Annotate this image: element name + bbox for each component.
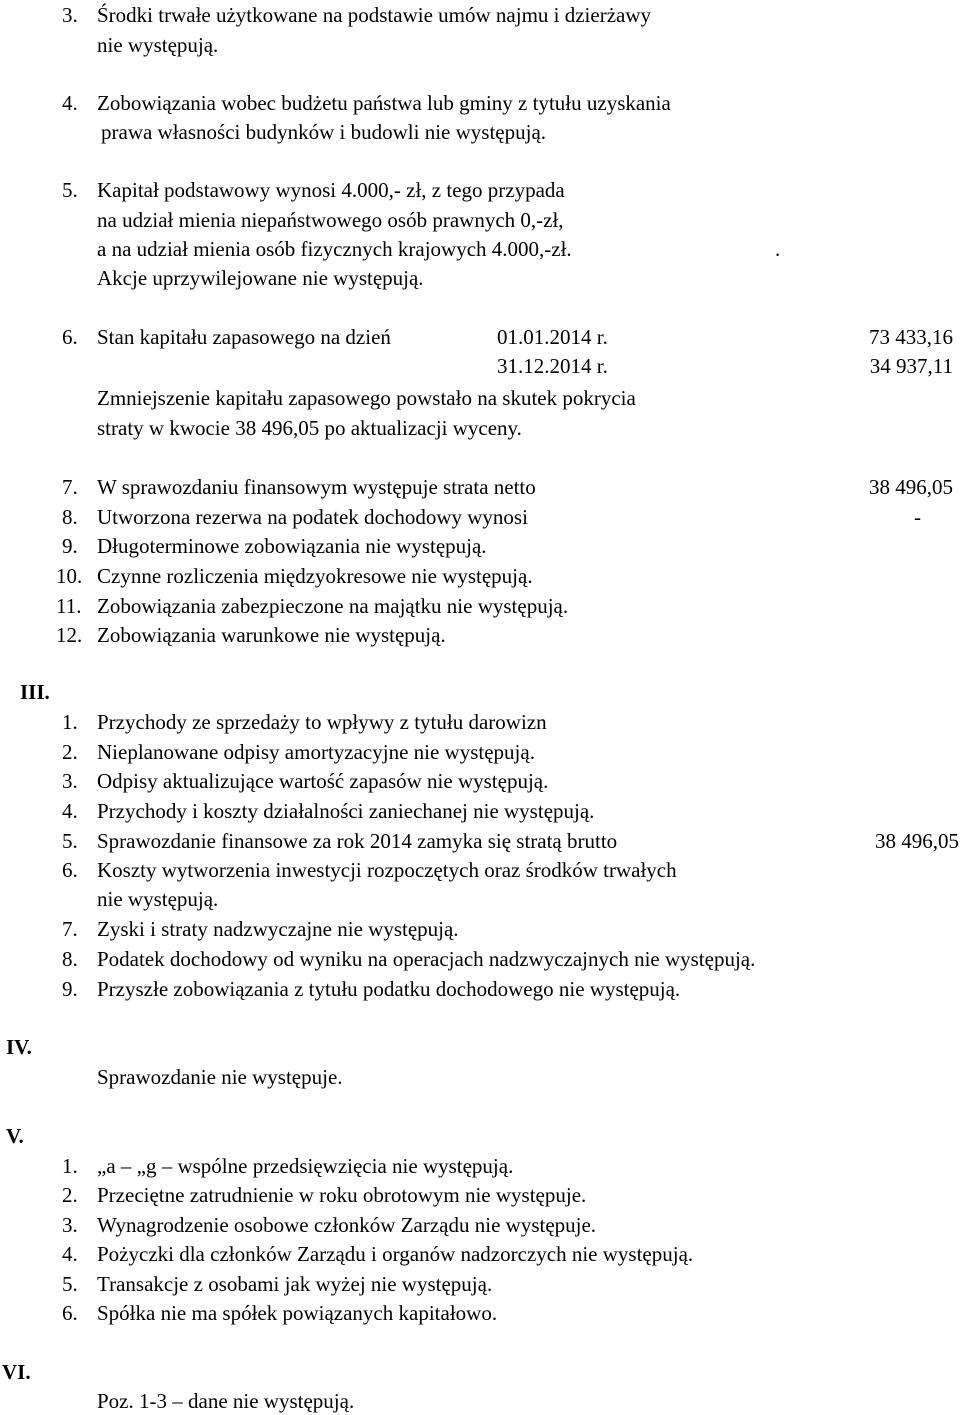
section-text: Sprawozdanie nie występuje. xyxy=(97,1065,343,1089)
value-end: 34 937,11 xyxy=(869,354,953,378)
item-text: Zobowiązania zabezpieczone na majątku nie występują. xyxy=(97,594,569,618)
item-text: Odpisy aktualizujące wartość zapasów nie występują. xyxy=(97,769,549,793)
item-text: Wynagrodzenie osobowe członków Zarządu nie występuje. xyxy=(97,1213,597,1237)
section-heading: III. xyxy=(20,680,50,704)
item-number: 6. xyxy=(62,325,78,349)
item-number: 2. xyxy=(62,1183,78,1207)
item-text: Nieplanowane odpisy amortyzacyjne nie występują. xyxy=(97,740,535,764)
item-number: 7. xyxy=(62,917,78,941)
item-note: straty w kwocie 38 496,05 po aktualizacji wyceny. xyxy=(97,416,522,440)
item-value: 38 496,05 xyxy=(875,829,959,853)
item-text-cont: a na udział mienia osób fizycznych krajowych 4.000,-zł. xyxy=(97,237,572,261)
item-text: Spółka nie ma spółek powiązanych kapitałowo. xyxy=(97,1301,498,1325)
item-text: Przeciętne zatrudnienie w roku obrotowym nie występuje. xyxy=(97,1183,587,1207)
item-number: 12. xyxy=(56,623,83,647)
item-number: 8. xyxy=(62,947,78,971)
value-start: 73 433,16 xyxy=(869,325,953,349)
item-text: Koszty wytworzenia inwestycji rozpoczętych oraz środków trwałych xyxy=(97,858,677,882)
stray-dot: . xyxy=(775,237,781,261)
item-number: 4. xyxy=(62,91,78,115)
item-text: Pożyczki dla członków Zarządu i organów nadzorczych nie występują. xyxy=(97,1242,694,1266)
item-number: 7. xyxy=(62,475,78,499)
date-end: 31.12.2014 r. xyxy=(497,354,608,378)
item-text: Podatek dochodowy od wyniku na operacjach nadzwyczajnych nie występują. xyxy=(97,947,756,971)
item-note: Zmniejszenie kapitału zapasowego powstało na skutek pokrycia xyxy=(97,386,636,410)
item-text: Zobowiązania warunkowe nie występują. xyxy=(97,623,446,647)
section-heading: V. xyxy=(6,1124,24,1148)
item-text: Czynne rozliczenia międzyokresowe nie występują. xyxy=(97,564,533,588)
item-text-cont: nie występują. xyxy=(97,33,219,57)
item-text-cont: prawa własności budynków i budowli nie występują. xyxy=(101,120,547,144)
item-number: 5. xyxy=(62,829,78,853)
section-heading: IV. xyxy=(6,1035,32,1059)
item-number: 1. xyxy=(62,1154,78,1178)
item-text: Zyski i straty nadzwyczajne nie występują. xyxy=(97,917,459,941)
item-text: Kapitał podstawowy wynosi 4.000,- zł, z tego przypada xyxy=(97,178,565,202)
section-heading: VI. xyxy=(2,1360,31,1384)
item-text-cont: na udział mienia niepaństwowego osób prawnych 0,-zł, xyxy=(97,208,564,232)
item-text: Transakcje z osobami jak wyżej nie występują. xyxy=(97,1272,493,1296)
item-text: Przychody i koszty działalności zaniechanej nie występują. xyxy=(97,799,595,823)
item-number: 2. xyxy=(62,740,78,764)
item-number: 10. xyxy=(56,564,83,588)
item-text: Zobowiązania wobec budżetu państwa lub gminy z tytułu uzyskania xyxy=(97,91,671,115)
item-number: 8. xyxy=(62,505,78,529)
item-value: - xyxy=(914,505,921,529)
item-text: Sprawozdanie finansowe za rok 2014 zamyka się stratą brutto xyxy=(97,829,618,853)
item-text-cont: nie występują. xyxy=(97,887,219,911)
item-number: 3. xyxy=(62,3,78,27)
item-text-cont: Akcje uprzywilejowane nie występują. xyxy=(97,266,424,290)
section-text: Poz. 1-3 – dane nie występują. xyxy=(97,1389,355,1413)
item-number: 6. xyxy=(62,858,78,882)
item-text: Długoterminowe zobowiązania nie występują. xyxy=(97,534,487,558)
item-number: 5. xyxy=(62,178,78,202)
item-text: Stan kapitału zapasowego na dzień xyxy=(97,325,391,349)
item-number: 3. xyxy=(62,1213,78,1237)
item-value: 38 496,05 xyxy=(869,475,953,499)
item-text: Przychody ze sprzedaży to wpływy z tytułu darowizn xyxy=(97,710,547,734)
item-number: 1. xyxy=(62,710,78,734)
item-number: 6. xyxy=(62,1301,78,1325)
item-text: Utworzona rezerwa na podatek dochodowy wynosi xyxy=(97,505,528,529)
item-text: W sprawozdaniu finansowym występuje strata netto xyxy=(97,475,536,499)
item-text: „a – „g – wspólne przedsięwzięcia nie występują. xyxy=(97,1154,514,1178)
item-number: 4. xyxy=(62,799,78,823)
item-number: 11. xyxy=(56,594,82,618)
item-text: Środki trwałe użytkowane na podstawie umów najmu i dzierżawy xyxy=(97,3,652,27)
item-number: 3. xyxy=(62,769,78,793)
item-number: 4. xyxy=(62,1242,78,1266)
item-text: Przyszłe zobowiązania z tytułu podatku dochodowego nie występują. xyxy=(97,977,681,1001)
item-number: 9. xyxy=(62,977,78,1001)
item-number: 9. xyxy=(62,534,78,558)
date-start: 01.01.2014 r. xyxy=(497,325,608,349)
item-number: 5. xyxy=(62,1272,78,1296)
